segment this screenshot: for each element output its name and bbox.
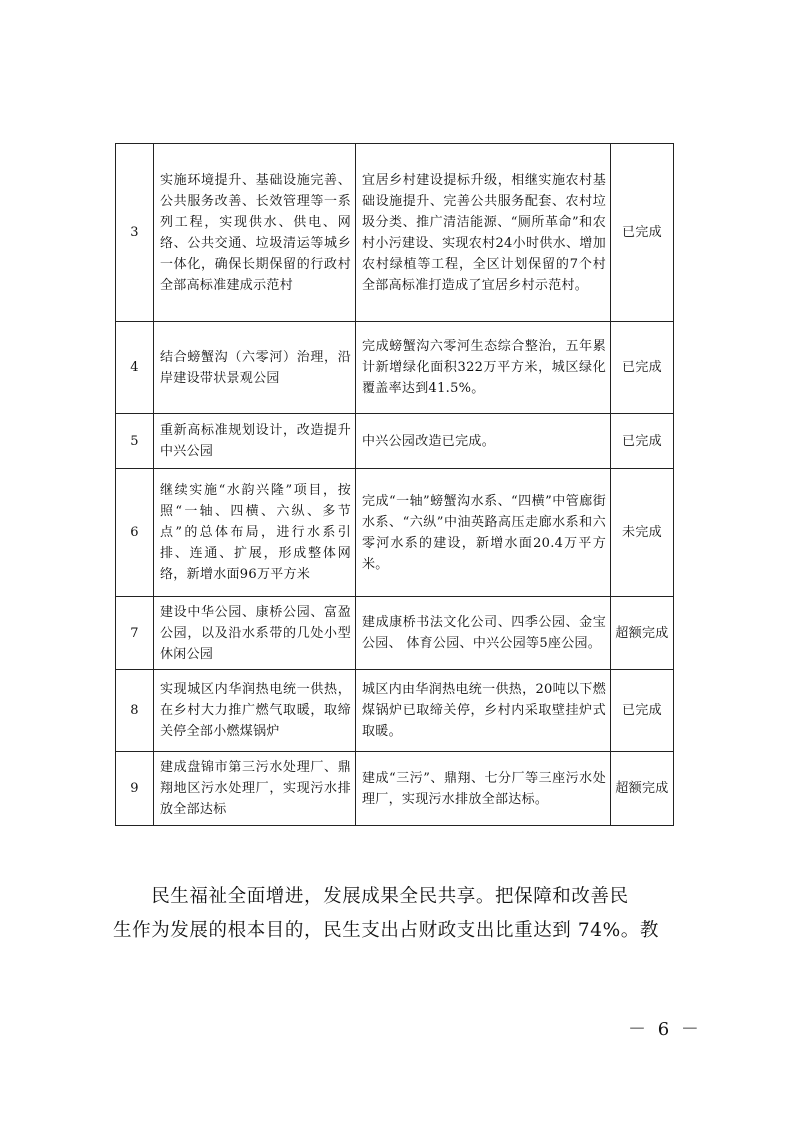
- row-number: 9: [116, 752, 154, 826]
- task-cell: 结合螃蟹沟（六零河）治理，沿岸建设带状景观公园: [154, 322, 356, 414]
- status-cell: 未完成: [611, 469, 674, 597]
- task-cell: 重新高标准规划设计，改造提升中兴公园: [154, 414, 356, 469]
- paragraph-line: 民生福祉全面增进，发展成果全民共享。把保障和改善民: [113, 886, 629, 907]
- task-cell: 建成盘锦市第三污水处理厂、鼎翔地区污水处理厂，实现污水排放全部达标: [154, 752, 356, 826]
- table-row: [116, 469, 674, 597]
- row-number: 3: [116, 144, 154, 322]
- task-cell: 建设中华公园、康桥公园、富盈公园，以及沿水系带的几处小型休闲公园: [154, 597, 356, 670]
- result-cell: 宜居乡村建设提标升级，相继实施农村基础设施提升、完善公共服务配套、农村垃圾分类、推广清洁能源、“厕所革命”和农村小污建设、实现农村24小时供水、增加农村绿植等工程，全区计划保留的7个村全部高标准打造成了宜居乡村示范村。: [356, 144, 611, 322]
- status-cell: 已完成: [611, 144, 674, 322]
- progress-table: [115, 143, 674, 826]
- row-number: 4: [116, 322, 154, 414]
- paragraph-line: 生作为发展的根本目的，民生支出占财政支出比重达到 74%。教: [113, 920, 660, 941]
- status-cell: 超额完成: [611, 597, 674, 670]
- result-cell: 建成“三污”、鼎翔、七分厂等三座污水处理厂，实现污水排放全部达标。: [356, 752, 611, 826]
- body-paragraph: [113, 880, 688, 948]
- result-cell: 中兴公园改造已完成。: [356, 414, 611, 469]
- row-number: 5: [116, 414, 154, 469]
- task-cell: 继续实施“水韵兴隆”项目，按照“一轴、四横、六纵、多节点”的总体布局，进行水系引排、连通、扩展，形成整体网络，新增水面96万平方米: [154, 469, 356, 597]
- row-number: 7: [116, 597, 154, 670]
- status-cell: 已完成: [611, 322, 674, 414]
- page-number: － 6 －: [628, 1019, 702, 1040]
- row-number: 6: [116, 469, 154, 597]
- table-row: [116, 144, 674, 322]
- table-row: [116, 670, 674, 752]
- result-cell: 城区内由华润热电统一供热，20吨以下燃煤锅炉已取缔关停，乡村内采取壁挂炉式取暖。: [356, 670, 611, 752]
- status-cell: 超额完成: [611, 752, 674, 826]
- table-row: [116, 414, 674, 469]
- table-row: [116, 597, 674, 670]
- task-cell: 实施环境提升、基础设施完善、公共服务改善、长效管理等一系列工程，实现供水、供电、网络、公共交通、垃圾清运等城乡一体化，确保长期保留的行政村全部高标准建成示范村: [154, 144, 356, 322]
- status-cell: 已完成: [611, 414, 674, 469]
- result-cell: 建成康桥书法文化公司、四季公园、金宝公园、 体育公园、中兴公园等5座公园。: [356, 597, 611, 670]
- status-cell: 已完成: [611, 670, 674, 752]
- table-row: [116, 752, 674, 826]
- table-row: [116, 322, 674, 414]
- row-number: 8: [116, 670, 154, 752]
- result-cell: 完成螃蟹沟六零河生态综合整治，五年累计新增绿化面积322万平方米，城区绿化覆盖率达到41.5%。: [356, 322, 611, 414]
- result-cell: 完成“一轴”螃蟹沟水系、“四横”中管廊街水系、“六纵”中油英路高压走廊水系和六零河水系的建设，新增水面20.4万平方米。: [356, 469, 611, 597]
- task-cell: 实现城区内华润热电统一供热，在乡村大力推广燃气取暖，取缔关停全部小燃煤锅炉: [154, 670, 356, 752]
